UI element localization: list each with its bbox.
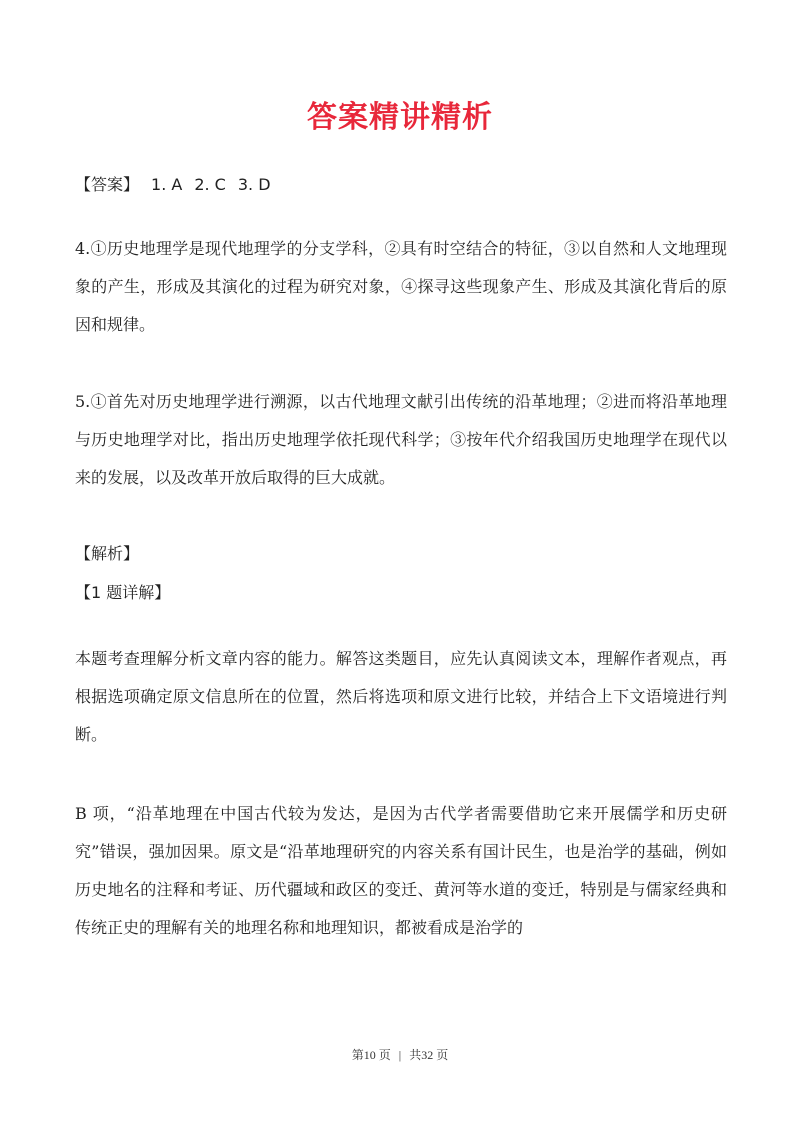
page-footer	[0, 1046, 800, 1063]
question-1-detail-heading: 【1 题详解】	[75, 583, 171, 602]
question-5-answer	[75, 383, 727, 497]
total-pages: 共32 页	[409, 1048, 449, 1062]
answer-item: 1. A	[151, 175, 183, 194]
footer-separator: |	[398, 1048, 402, 1062]
answer-text: ①首先对历史地理学进行溯源，以古代地理文献引出传统的沿革地理；②进而将沿革地理与历史地理学对比，指出历史地理学依托现代科学；③按年代介绍我国历史地理学在现代以来的发展，以及改革开放后取得的巨大成就。	[75, 392, 727, 487]
answer-summary	[75, 166, 727, 204]
answer-label: 【答案】	[75, 175, 140, 194]
question-4-answer	[75, 230, 727, 344]
question-number: 4.	[75, 239, 91, 258]
page-title: 答案精讲精析	[307, 100, 493, 135]
answer-item: 2. C	[194, 175, 226, 194]
analysis-heading: 【解析】	[75, 544, 140, 563]
answer-text: ①历史地理学是现代地理学的分支学科，②具有时空结合的特征，③以自然和人文地理现象的产生，形成及其演化的过程为研究对象，④探寻这些现象产生、形成及其演化背后的原因和规律。	[75, 239, 727, 334]
page-number: 第10 页	[351, 1048, 391, 1062]
question-number: 5.	[75, 392, 91, 411]
answer-item: 3. D	[237, 175, 271, 194]
question-1-intro-paragraph: 本题考查理解分析文章内容的能力。解答这类题目，应先认真阅读文本，理解作者观点，再根据选项确定原文信息所在的位置，然后将选项和原文进行比较，并结合上下文语境进行判断。	[75, 649, 727, 744]
question-1-option-b-paragraph: B 项，“沿革地理在中国古代较为发达，是因为古代学者需要借助它来开展儒学和历史研究”错误，强加因果。原文是“沿革地理研究的内容关系有国计民生，也是治学的基础，例如历史地名的注释和考证、历代疆域和政区的变迁、黄河等水道的变迁，特别是与儒家经典和传统正史的理解有关的地理名称和地理知识，都被看成是治学的	[75, 804, 727, 937]
